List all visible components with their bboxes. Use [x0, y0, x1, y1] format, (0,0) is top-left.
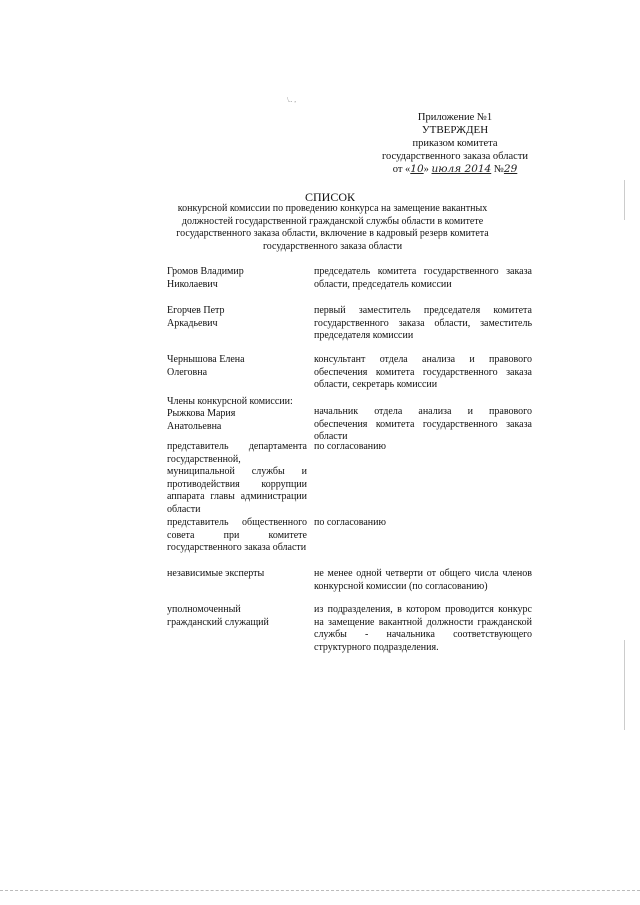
member-name: Громов Владимир Николаевич [167, 266, 244, 290]
member-role: по согласованию [314, 517, 386, 528]
document-subtitle: конкурсной комиссии по проведению конкурса на замещение вакантных должностей государственной гражданской службы области в комитете государственного заказа области, включение в кадровый резерв комитета государственного заказа области [176, 203, 489, 252]
member-name: Рыжкова Мария Анатольевна [167, 408, 236, 432]
member-name: представитель общественного совета при комитете государственного заказа области [167, 517, 307, 553]
scan-edge-line [624, 640, 625, 730]
appendix-label: Приложение №1 [417, 112, 493, 123]
scan-mark: \.. , [287, 96, 296, 104]
scan-bottom-edge [0, 890, 640, 892]
member-role: начальник отдела анализа и правового обеспечения комитета государственного заказа области [314, 406, 532, 442]
member-role: по согласованию [314, 441, 386, 452]
member-role: председатель комитета государственного заказа области, председатель комиссии [314, 266, 532, 290]
member-role: из подразделения, в котором проводится конкурс на замещение вакантной должности гражданской службы - начальника соответствующего структурного подразделения. [314, 604, 532, 653]
order-label: приказом комитета [412, 138, 498, 149]
approval-header [370, 111, 540, 176]
member-role: не менее одной четверти от общего числа членов конкурсной комиссии (по согласованию) [314, 568, 532, 592]
member-name: представитель департамента государственной, муниципальной службы и противодействия коррупции аппарата главы администрации области [167, 441, 307, 515]
committee-label: государственного заказа области [381, 151, 529, 162]
scan-edge-line [624, 180, 625, 220]
approved-label: УТВЕРЖДЕН [421, 124, 489, 136]
order-number: 29 [503, 163, 518, 175]
member-name: уполномоченный гражданский служащий [167, 604, 269, 628]
document-title: СПИСОК [304, 190, 355, 204]
date-month-year: июля 2014 [431, 163, 492, 175]
member-name: Егорчев Петр Аркадьевич [167, 305, 225, 329]
date-day: 10 [410, 163, 424, 175]
member-name: Чернышова Елена Олеговна [167, 354, 245, 378]
date-line: от «10» июля 2014 №29 [392, 163, 518, 175]
member-name: независимые эксперты [167, 568, 265, 579]
member-role: первый заместитель председателя комитета государственного заказа области, заместитель председателя комиссии [314, 305, 532, 341]
members-heading: Члены конкурсной комиссии: [167, 396, 293, 407]
member-role: консультант отдела анализа и правового обеспечения комитета государственного заказа области, секретарь комиссии [314, 354, 532, 390]
